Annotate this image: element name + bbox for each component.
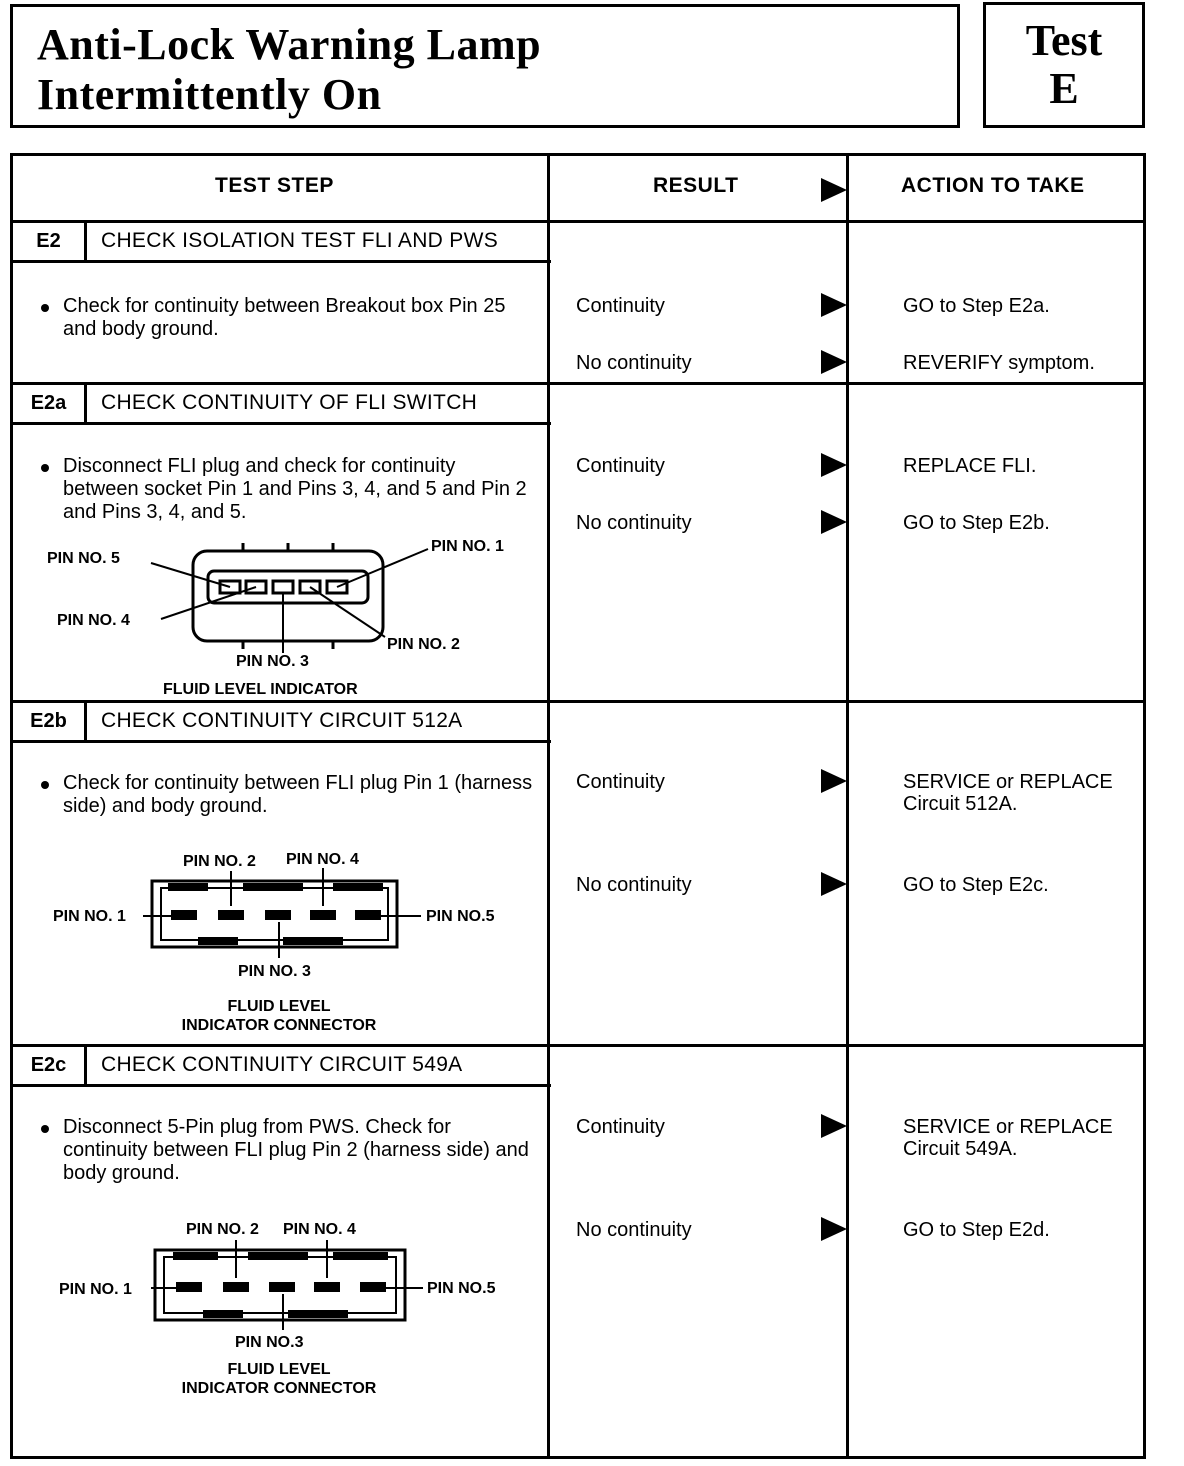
pin-5-label: PIN NO.5	[426, 908, 495, 925]
pin-contact	[218, 910, 244, 920]
leader-line	[151, 563, 230, 587]
pin-4-label: PIN NO. 4	[283, 1221, 356, 1238]
fli-connector-diagram-512a	[33, 846, 543, 1041]
column-divider	[547, 156, 550, 1456]
pin-4-label: PIN NO. 4	[57, 612, 130, 629]
test-table	[10, 153, 1146, 1459]
arrow-icon	[821, 1114, 847, 1138]
pin-contact	[355, 910, 381, 920]
step-id: E2	[13, 223, 87, 260]
pin-contact	[223, 1282, 249, 1292]
step-header-e2b	[13, 703, 551, 743]
header-result: RESULT	[653, 174, 739, 197]
pin-1-label: PIN NO. 1	[431, 538, 504, 555]
result-continuity: Continuity	[576, 771, 665, 793]
pin-contact	[265, 910, 291, 920]
page-title-line-2: Intermittently On	[37, 70, 382, 119]
fli-connector-diagram-549a	[33, 1220, 543, 1400]
instruction-text: Check for continuity between Breakout box Pin 25 and body ground.	[63, 295, 506, 340]
action-text: SERVICE or REPLACE Circuit 549A.	[903, 1116, 1113, 1160]
action-text: REPLACE FLI.	[903, 455, 1037, 477]
step-title: CHECK CONTINUITY CIRCUIT 512A	[101, 709, 463, 732]
test-letter: E	[1049, 64, 1079, 113]
result-continuity: Continuity	[576, 1116, 665, 1138]
header-action: ACTION TO TAKE	[901, 174, 1085, 197]
step-title: CHECK CONTINUITY CIRCUIT 549A	[101, 1053, 463, 1076]
instruction-text: Disconnect 5-Pin plug from PWS. Check for continuity between FLI plug Pin 2 (harness side) and body ground.	[63, 1116, 529, 1184]
diagram-caption-line-1: FLUID LEVEL	[227, 998, 331, 1015]
arrow-icon	[821, 769, 847, 793]
action-text: GO to Step E2d.	[903, 1219, 1050, 1241]
pin-slot	[273, 581, 293, 593]
pin-3-label: PIN NO.3	[235, 1334, 304, 1351]
arrow-icon	[821, 453, 847, 477]
pin-2-label: PIN NO. 2	[186, 1221, 259, 1238]
step-header-e2a	[13, 385, 551, 425]
pin-3-label: PIN NO. 3	[236, 653, 309, 670]
title-box	[10, 4, 960, 128]
action-text: GO to Step E2b.	[903, 512, 1050, 534]
step-header-e2	[13, 223, 551, 263]
arrow-icon	[821, 293, 847, 317]
arrow-icon	[821, 178, 847, 202]
diagram-caption-line-2: INDICATOR CONNECTOR	[181, 1017, 377, 1034]
pin-1-label: PIN NO. 1	[59, 1281, 132, 1298]
fli-plug-diagram	[33, 531, 543, 701]
pin-2-label: PIN NO. 2	[183, 853, 256, 870]
test-id-box	[983, 2, 1145, 128]
action-text: SERVICE or REPLACE Circuit 512A.	[903, 771, 1113, 815]
pin-contact	[310, 910, 336, 920]
diagram-caption-line-2: INDICATOR CONNECTOR	[181, 1380, 377, 1397]
pin-2-label: PIN NO. 2	[387, 636, 460, 653]
pin-contact	[360, 1282, 386, 1292]
pin-contact	[176, 1282, 202, 1292]
result-continuity: Continuity	[576, 455, 665, 477]
bullet-icon	[41, 464, 49, 472]
step-id: E2c	[13, 1047, 87, 1084]
result-no-continuity: No continuity	[576, 1219, 692, 1241]
test-label: Test	[1025, 16, 1103, 65]
pin-3-label: PIN NO. 3	[238, 963, 311, 980]
bullet-icon	[41, 781, 49, 789]
pin-contact	[314, 1282, 340, 1292]
pin-5-label: PIN NO.5	[427, 1280, 496, 1297]
pin-5-label: PIN NO. 5	[47, 550, 120, 567]
step-id: E2a	[13, 385, 87, 422]
instruction-text: Check for continuity between FLI plug Pin 1 (harness side) and body ground.	[63, 772, 533, 817]
result-no-continuity: No continuity	[576, 512, 692, 534]
header-test-step: TEST STEP	[215, 174, 334, 197]
result-no-continuity: No continuity	[576, 352, 692, 374]
plug-body	[193, 551, 383, 641]
bullet-icon	[41, 1125, 49, 1133]
bullet-icon	[41, 304, 49, 312]
action-text: GO to Step E2c.	[903, 874, 1049, 896]
pin-1-label: PIN NO. 1	[53, 908, 126, 925]
pin-contact	[171, 910, 197, 920]
arrow-icon	[821, 872, 847, 896]
arrow-icon	[821, 510, 847, 534]
diagram-caption: FLUID LEVEL INDICATOR	[163, 681, 358, 698]
page-title-line-1: Anti-Lock Warning Lamp	[37, 20, 542, 69]
step-title: CHECK ISOLATION TEST FLI AND PWS	[101, 229, 499, 252]
action-text: REVERIFY symptom.	[903, 352, 1095, 374]
arrow-icon	[821, 1217, 847, 1241]
step-header-e2c	[13, 1047, 551, 1087]
step-id: E2b	[13, 703, 87, 740]
pin-contact	[269, 1282, 295, 1292]
result-no-continuity: No continuity	[576, 874, 692, 896]
diagram-caption-line-1: FLUID LEVEL	[227, 1361, 331, 1378]
result-continuity: Continuity	[576, 295, 665, 317]
arrow-icon	[821, 350, 847, 374]
plug-socket	[208, 571, 368, 603]
action-text: GO to Step E2a.	[903, 295, 1050, 317]
instruction-text: Disconnect FLI plug and check for continuity between socket Pin 1 and Pins 3, 4, and 5 and Pin 2 and Pins 3, 4, and 5.	[63, 455, 527, 523]
step-title: CHECK CONTINUITY OF FLI SWITCH	[101, 391, 478, 414]
pin-4-label: PIN NO. 4	[286, 851, 359, 868]
